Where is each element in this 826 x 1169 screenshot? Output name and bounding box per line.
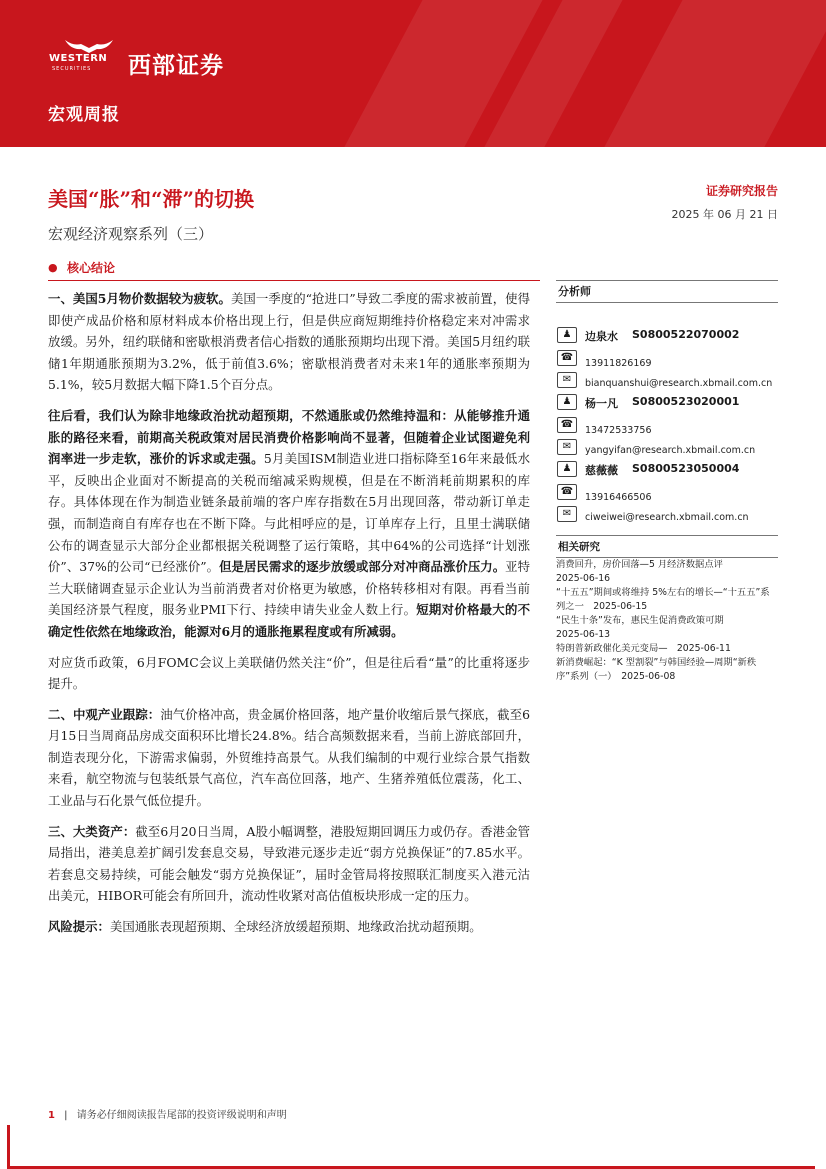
- analyst-card: [556, 461, 778, 529]
- phone-icon: ☎: [557, 484, 577, 500]
- report-title: 美国“胀”和“滞”的切换: [48, 187, 255, 211]
- document-kind: 证券研究报告: [705, 184, 778, 198]
- analyst-name: 杨一凡: [585, 397, 618, 410]
- paragraph-emphasis: 但是居民需求的逐步放缓或部分对冲商品涨价压力。: [219, 559, 506, 575]
- analyst-phone: 13911826169: [585, 358, 652, 369]
- related-research-item[interactable]: 特朗普新政催化美元变局— 2025-06-11: [556, 643, 731, 654]
- paragraph-text: 5月美国ISM制造业进口指标降至16年来最低水平，反映出企业面对不断提高的关税而缩减采购规模，但是在不断消耗前期累积的库存。具体体现在作为制造业链条最前端的客户库存指数在5月出现回落，带动新订单走强，而制造商自有库存也在不断下降。与此相呼应的是，订单库存上行，且里士满联储公布的调查显示大部分企业都根据关税调整了运行策略，其中64%的公司选择“计划涨价”、37%的公司“已经涨价”。: [48, 451, 530, 575]
- analyst-phone: 13472533756: [585, 425, 652, 436]
- paragraph-lead: 三、大类资产：: [48, 823, 136, 839]
- analyst-email[interactable]: bianquanshui@research.xbmail.com.cn: [585, 378, 773, 389]
- phone-icon: ☎: [557, 417, 577, 433]
- analyst-license: S0800523020001: [632, 395, 740, 408]
- related-research-item[interactable]: “十五五”期间或将维持 5%左右的增长—“十五五”系列之一 2025-06-15: [556, 587, 770, 612]
- corner-decoration: [7, 1125, 10, 1169]
- analyst-name: 边泉水: [585, 330, 618, 343]
- paragraph-text: 美国一季度的“抢进口”导致二季度的需求被前置，使得即使产成品价格和原材料成本价格出现上行，但是供应商短期维持价格稳定来对冲需求放缓。另外，纽约联储和密歇根消费者信心指数的通胀预期均出现下滑。美国5月纽约联储1年期通胀预期为3.2%，低于前值3.6%；密歇根消费者对未来1年的通胀率预期为5.1%，较5月数据大幅下降1.5个百分点。: [48, 291, 531, 393]
- sidebar: [556, 280, 778, 684]
- person-icon: ♟: [557, 327, 577, 343]
- bull-logo-icon: [63, 36, 115, 54]
- paragraph-lead: 往后看，我们认为除非地缘政治扰动超预期，不然通胀或仍然维持温和：从能够推升通胀的路径来看，前期高关税政策对居民消费价格影响尚不显著，但随着企业试图避免利润率进一步走软，涨价的诉求或走强。: [48, 407, 530, 467]
- paragraph-assets: [48, 821, 530, 907]
- related-research-item[interactable]: 消费回升，房价回落—5 月经济数据点评: [556, 559, 723, 570]
- report-date: 2025 年 06 月 21 日: [671, 208, 778, 221]
- main-body: [48, 288, 530, 947]
- paragraph-lead: 一、美国5月物价数据较为疲软。: [48, 291, 231, 306]
- paragraph-risk: [48, 916, 530, 938]
- analyst-email[interactable]: yangyifan@research.xbmail.com.cn: [585, 445, 756, 456]
- related-research-date: 2025-06-16: [556, 573, 611, 584]
- email-icon: ✉: [557, 506, 577, 522]
- email-icon: ✉: [557, 372, 577, 388]
- core-conclusion-header: [48, 256, 540, 281]
- paragraph-inflation: [48, 288, 530, 396]
- paragraph-text: 对应货币政策，6月FOMC会议上美联储仍然关注“价”，但是往后看“量”的比重将逐步提升。: [48, 654, 530, 692]
- related-research-date: 2025-06-13: [556, 629, 611, 640]
- paragraph-monetary: [48, 652, 530, 695]
- header-banner: [0, 0, 826, 147]
- paragraph-industry: [48, 704, 530, 812]
- analyst-name: 慈薇薇: [585, 464, 618, 477]
- logo-text-en: WESTERN: [49, 53, 108, 64]
- core-conclusion-label: 核心结论: [67, 261, 116, 275]
- related-research-header: 相关研究: [556, 535, 778, 558]
- paragraph-lead: 风险提示：: [48, 919, 110, 935]
- paragraph-emphasis: 短期对价格最大的不确定性依然在地缘政治，能源对6月的通胀拖累程度或有所减弱。: [48, 602, 531, 639]
- analyst-license: S0800523050004: [632, 462, 740, 475]
- related-research-item[interactable]: “民生十条”发布，惠民生促消费政策可期: [556, 615, 724, 626]
- paragraph-lead: 二、中观产业跟踪：: [48, 706, 161, 722]
- paragraph-text: 亚特兰大联储调查显示企业认为当前消费者对价格更为敏感，价格转移相对有限。再看当前美国经济景气程度，服务业PMI下行、持续申请失业金人数上行。: [48, 559, 530, 618]
- person-icon: ♟: [557, 461, 577, 477]
- logo-text-en-sub: SECURITIES: [52, 66, 92, 72]
- footer-separator: |: [64, 1110, 68, 1121]
- related-research-item[interactable]: 新消费崛起：“K 型割裂”与韩国经验—周期“新秩序”系列（一） 2025-06-08: [556, 657, 757, 682]
- report-type: 宏观周报: [48, 105, 120, 125]
- page-number: 1: [48, 1110, 55, 1121]
- report-subtitle: 宏观经济观察系列（三）: [48, 225, 214, 243]
- phone-icon: ☎: [557, 350, 577, 366]
- analyst-email[interactable]: ciweiwei@research.xbmail.com.cn: [585, 512, 749, 523]
- page-footer: [48, 1106, 287, 1121]
- analyst-license: S0800522070002: [632, 328, 740, 341]
- person-icon: ♟: [557, 394, 577, 410]
- paragraph-outlook: [48, 405, 530, 643]
- analyst-card: [556, 303, 778, 394]
- footer-disclaimer: 请务必仔细阅读报告尾部的投资评级说明和声明: [76, 1110, 287, 1121]
- paragraph-text: 美国通胀表现超预期、全球经济放缓超预期、地缘政治扰动超预期。: [109, 919, 482, 935]
- analyst-header: 分析师: [556, 280, 778, 303]
- related-research-list: [556, 558, 778, 684]
- email-icon: ✉: [557, 439, 577, 455]
- paragraph-text: 油气价格冲高，贵金属价格回落，地产量价收缩后景气探底，截至6月15日当周商品房成交面积环比增长24.8%。结合高频数据来看，当前上游底部回升，制造表现分化，下游需求偏弱，外贸维持高景气。从我们编制的中观行业综合景气指数来看，航空物流与包装纸景气高位，汽车高位回落，地产、生猪养殖低位震荡，化工、工业品与石化景气低位提升。: [48, 706, 531, 809]
- analyst-phone: 13916466506: [585, 492, 652, 503]
- logo-text-cn: 西部证券: [128, 53, 224, 79]
- paragraph-text: 截至6月20日当周，A股小幅调整，港股短期回调压力或仍存。香港金管局指出，港美息差扩阔引发套息交易，导致港元逐步走近“弱方兑换保证”的7.85水平。若套息交易持续，可能会触发“弱方兑换保证”，届时金管局将按照联汇制度买入港元沽出美元，HIBOR可能会有所回升，流动性收紧对高估值板块形成一定的压力。: [48, 823, 531, 904]
- bullet-icon: ●: [48, 261, 58, 274]
